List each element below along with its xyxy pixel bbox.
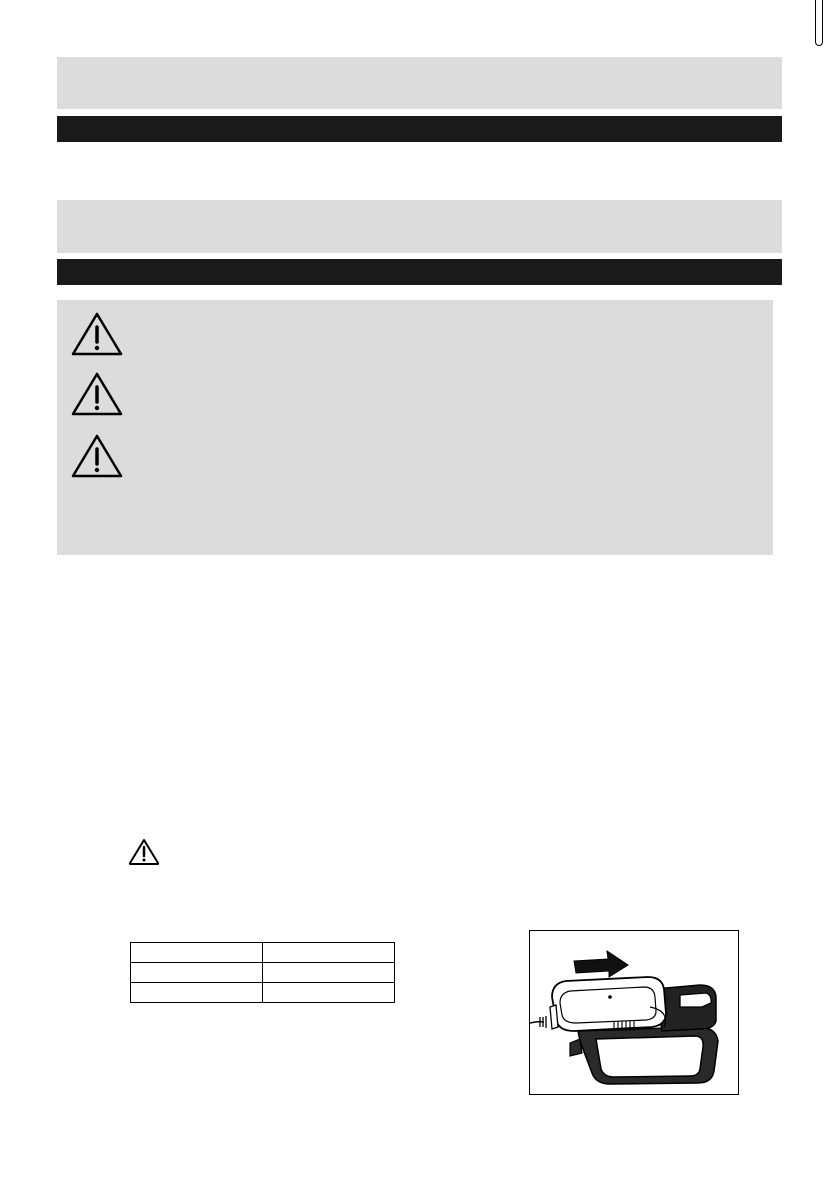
page-edge-tab: [815, 0, 823, 46]
battery-charger-illustration: [530, 931, 738, 1094]
table-row: [131, 983, 395, 1003]
warning-triangle-icon: [70, 371, 124, 417]
table-cell: [263, 943, 395, 963]
caution-warning-icon: [128, 838, 160, 866]
section-intro-box: [57, 200, 782, 253]
warning-triangle-icon: [70, 311, 124, 357]
table-row: [131, 943, 395, 963]
warnings-panel: [57, 300, 773, 555]
table-cell: [131, 963, 263, 983]
battery-charger-figure: [529, 930, 739, 1095]
spec-table: [130, 942, 395, 1003]
header-box: [57, 57, 782, 109]
table-cell: [263, 983, 395, 1003]
section-heading-bar: [57, 116, 782, 142]
table-cell: [131, 943, 263, 963]
table-row: [131, 963, 395, 983]
safety-heading-bar: [57, 259, 782, 285]
table-cell: [131, 983, 263, 1003]
table-cell: [263, 963, 395, 983]
warning-triangle-icon: [70, 433, 124, 479]
